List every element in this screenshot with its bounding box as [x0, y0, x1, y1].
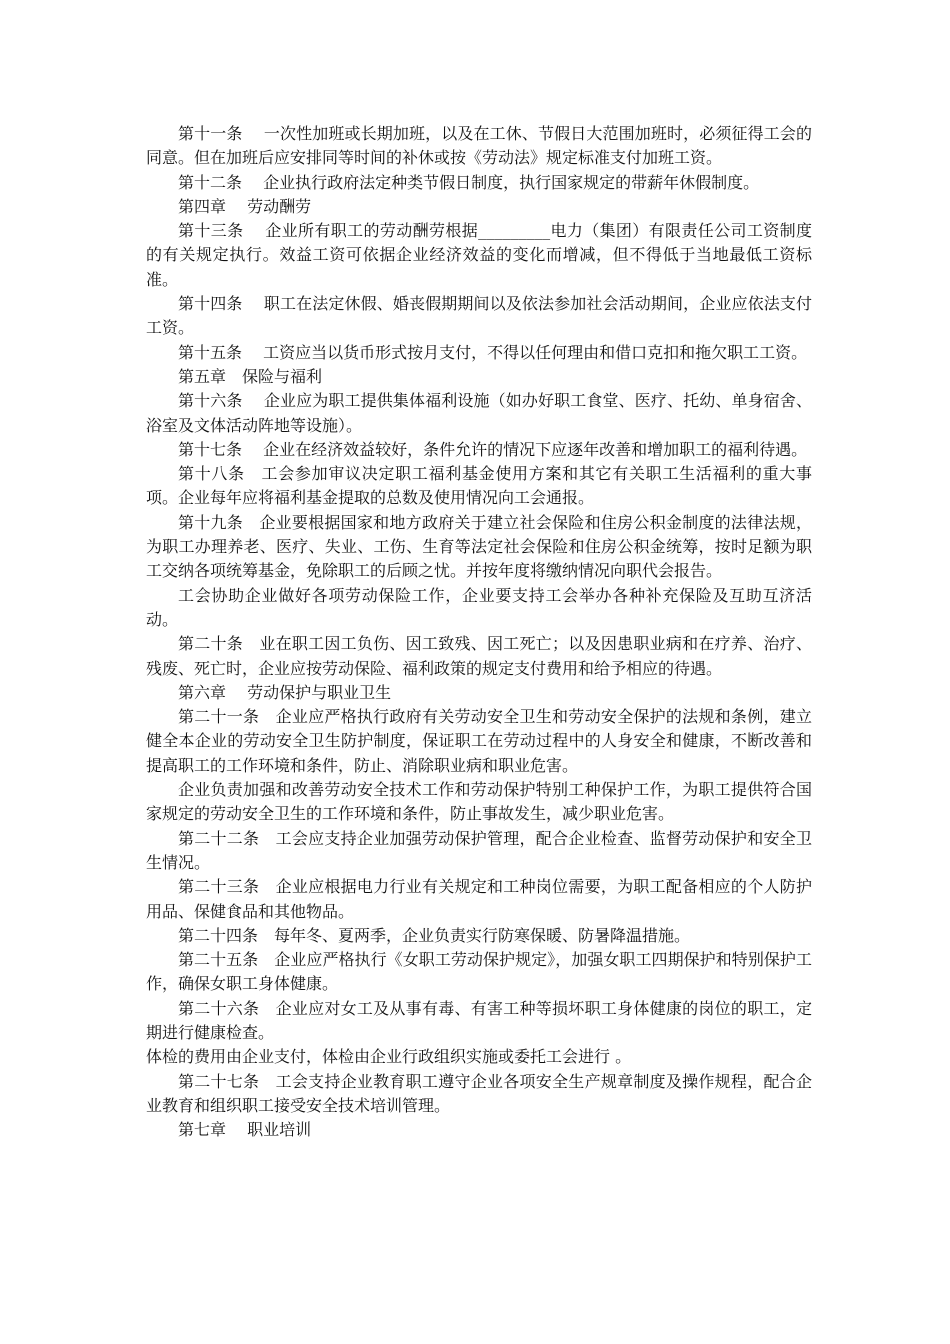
- article-15: 第十五条 工资应当以货币形式按月支付，不得以任何理由和借口克扣和拖欠职工工资。: [178, 342, 808, 362]
- article-23: 第二十三条 企业应根据电力行业有关规定和工种岗位需要，为职工配备相应的个人防护用品、保健食品和其他物品。: [146, 877, 812, 921]
- article-17: 第十七条 企业在经济效益较好，条件允许的情况下应逐年改善和增加职工的福利待遇。: [178, 439, 808, 459]
- article-19-continued: 工会协助企业做好各项劳动保险工作，企业要支持工会举办各种补充保险及互助互济活动。: [146, 585, 812, 629]
- chapter-7-heading: 第七章 职业培训: [178, 1120, 312, 1140]
- article-25: 第二十五条 企业应严格执行《女职工劳动保护规定》，加强女职工四期保护和特别保护工作，确保女职工身体健康。: [146, 950, 812, 994]
- chapter-4-heading: 第四章 劳动酬劳: [178, 196, 312, 216]
- article-27: 第二十七条 工会支持企业教育职工遵守企业各项安全生产规章制度及操作规程，配合企业教育和组织职工接受安全技术培训管理。: [146, 1071, 812, 1115]
- article-22: 第二十二条 工会应支持企业加强劳动保护管理，配合企业检查、监督劳动保护和安全卫生情况。: [146, 828, 812, 872]
- chapter-6-heading: 第六章 劳动保护与职业卫生: [178, 682, 392, 702]
- article-13: 第十三条 企业所有职工的劳动酬劳根据_________电力（集团）有限责任公司工资制度的有关规定执行。效益工资可依据企业经济效益的变化而增减，但不得低于当地最低工资标准。: [146, 221, 812, 289]
- article-24: 第二十四条 每年冬、夏两季，企业负责实行防寒保暖、防暑降温措施。: [178, 925, 691, 945]
- document-body: [146, 122, 812, 1142]
- article-26: 第二十六条 企业应对女工及从事有毒、有害工种等损坏职工身体健康的岗位的职工，定期进行健康检查。: [146, 998, 812, 1042]
- article-19: 第十九条 企业要根据国家和地方政府关于建立社会保险和住房公积金制度的法律法规，为职工办理养老、医疗、失业、工伤、生育等法定社会保险和住房公积金统筹，按时足额为职工交纳各项统筹基金，免除职工的后顾之忧。并按年度将缴纳情况向职代会报告。: [146, 512, 812, 581]
- article-21-continued: 企业负责加强和改善劳动安全技术工作和劳动保护特别工种保护工作，为职工提供符合国家规定的劳动安全卫生的工作环境和条件，防止事故发生，减少职业危害。: [146, 780, 812, 824]
- article-11: 第十一条 一次性加班或长期加班，以及在工休、节假日大范围加班时，必须征得工会的同意。但在加班后应安排同等时间的补休或按《劳动法》规定标准支付加班工资。: [146, 124, 812, 168]
- article-14: 第十四条 职工在法定休假、婚丧假期期间以及依法参加社会活动期间，企业应依法支付工资。: [146, 294, 812, 338]
- article-16: 第十六条 企业应为职工提供集体福利设施（如办好职工食堂、医疗、托幼、单身宿舍、浴室及文体活动阵地等设施）。: [146, 391, 812, 435]
- article-20: 第二十条 业在职工因工负伤、因工致残、因工死亡；以及因患职业病和在疗养、治疗、残废、死亡时，企业应按劳动保险、福利政策的规定支付费用和给予相应的待遇。: [146, 634, 812, 678]
- article-12: 第十二条 企业执行政府法定种类节假日制度，执行国家规定的带薪年休假制度。: [178, 172, 760, 192]
- article-26-continued: 体检的费用由企业支付，体检由企业行政组织实施或委托工会进行 。: [146, 1047, 632, 1067]
- chapter-5-heading: 第五章 保险与福利: [178, 366, 323, 386]
- article-18: 第十八条 工会参加审议决定职工福利基金使用方案和其它有关职工生活福利的重大事项。企业每年应将福利基金提取的总数及使用情况向工会通报。: [146, 464, 812, 508]
- article-21: 第二十一条 企业应严格执行政府有关劳动安全卫生和劳动安全保护的法规和条例，建立健全本企业的劳动安全卫生防护制度，保证职工在劳动过程中的人身安全和健康，不断改善和提高职工的工作环境和条件，防止、消除职业病和职业危害。: [146, 707, 812, 775]
